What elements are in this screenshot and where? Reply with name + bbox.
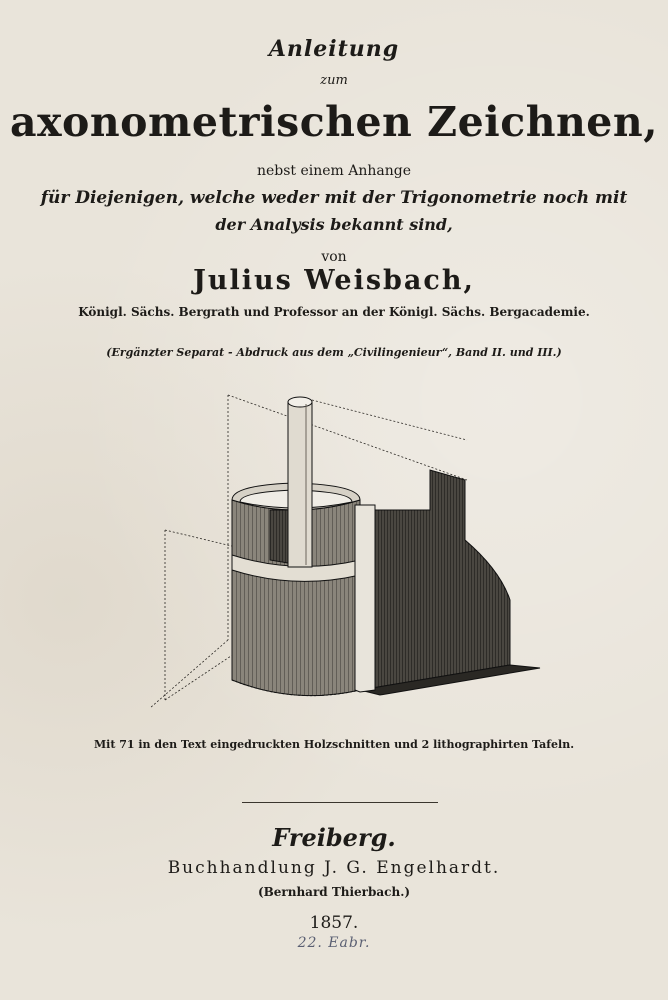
- handwritten-note: 22. Eabr.: [297, 935, 371, 951]
- publication-city: Freiberg.: [272, 823, 396, 852]
- separat-note: (Ergänzter Separat - Abdruck aus dem „Civilingenieur“, Band II. und III.): [106, 346, 562, 359]
- subtitle-nebst: nebst einem Anhange: [256, 163, 412, 179]
- subtitle-der: der Analysis bekannt sind,: [215, 215, 453, 234]
- shaft: [288, 397, 312, 567]
- von-text: von: [321, 249, 347, 265]
- author-name: Julius Weisbach,: [193, 265, 475, 296]
- author-role: Königl. Sächs. Bergrath und Professor an der Königl. Sächs. Bergacademie.: [78, 305, 590, 319]
- publisher-owner: (Bernhard Thierbach.): [257, 885, 411, 899]
- front-wall: [355, 505, 375, 692]
- illustrations-note: Mit 71 in den Text eingedruckten Holzschnitten und 2 lithographirten Tafeln.: [93, 738, 575, 751]
- back-wall: [360, 470, 540, 695]
- main-title: axonometrischen Zeichnen,: [10, 98, 658, 146]
- title-zum: zum: [320, 73, 348, 88]
- publisher: Buchhandlung J. G. Engelhardt.: [167, 858, 501, 878]
- publication-year: 1857.: [309, 913, 359, 933]
- divider-rule: [242, 802, 438, 803]
- subtitle-fuer: für Diejenigen, welche weder mit der Trigonometrie noch mit: [40, 188, 628, 208]
- title-anleitung: Anleitung: [268, 36, 400, 62]
